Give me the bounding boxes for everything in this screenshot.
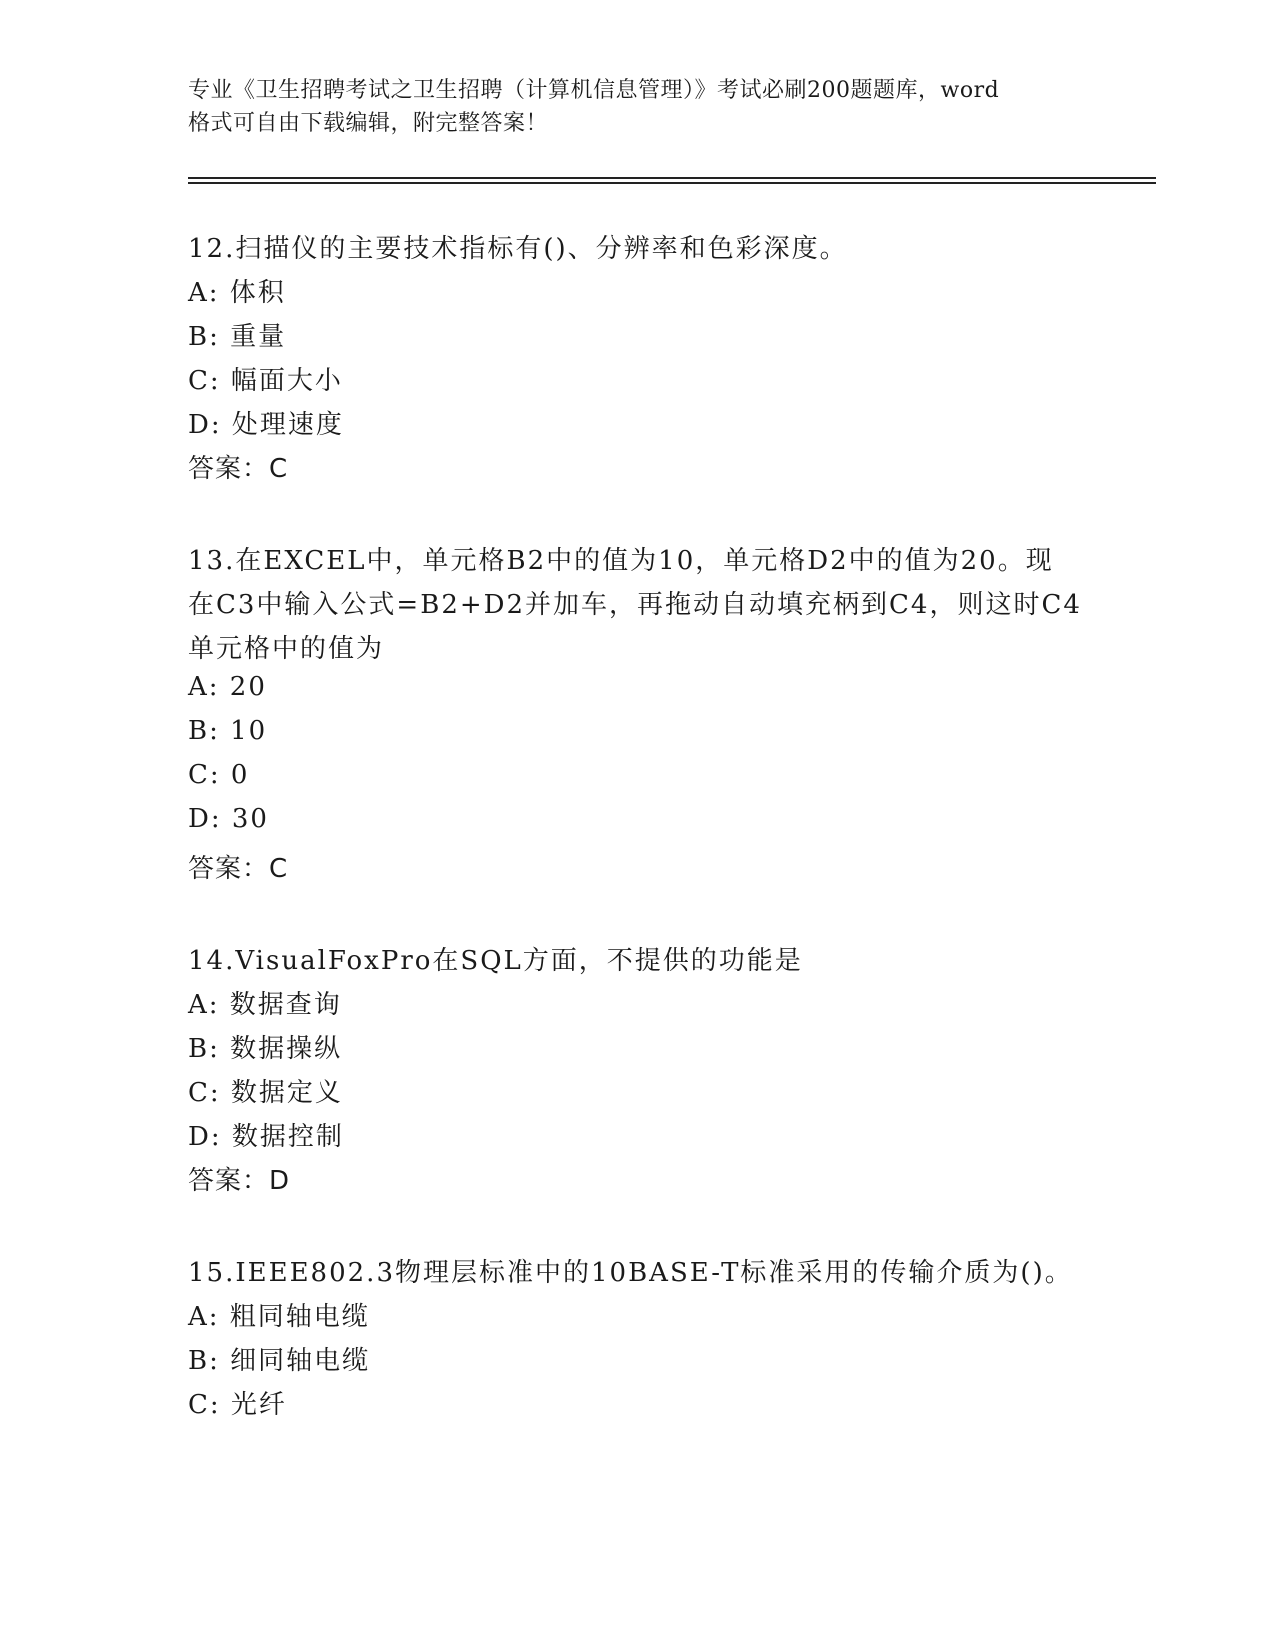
header-line-1: 专业《卫生招聘考试之卫生招聘（计算机信息管理）》考试必刷200题题库，word xyxy=(188,78,1000,103)
header-line-2: 格式可自由下载编辑，附完整答案！ xyxy=(188,111,549,136)
question-13-option-a: A: 20 xyxy=(188,672,267,702)
question-14-stem: 14.VisualFoxPro在SQL方面，不提供的功能是 xyxy=(188,946,803,976)
question-12-option-a: A: 体积 xyxy=(188,278,286,308)
question-14-option-a: A: 数据查询 xyxy=(188,990,342,1020)
question-12-option-d: D: 处理速度 xyxy=(188,410,344,440)
question-14-option-d: D: 数据控制 xyxy=(188,1122,344,1152)
question-13-option-c: C: 0 xyxy=(188,760,250,790)
question-14-option-b: B: 数据操纵 xyxy=(188,1034,343,1064)
question-15-option-b: B: 细同轴电缆 xyxy=(188,1346,371,1376)
header-divider-bottom xyxy=(188,182,1156,184)
question-15-option-c: C: 光纤 xyxy=(188,1390,287,1420)
question-13-answer: 答案：C xyxy=(188,854,289,884)
document-header xyxy=(188,74,1088,140)
question-12-answer: 答案：C xyxy=(188,454,289,484)
question-13-option-b: B: 10 xyxy=(188,716,268,746)
question-13-option-d: D: 30 xyxy=(188,804,269,834)
question-13-stem-line-2: 在C3中输入公式=B2+D2并加车，再拖动自动填充柄到C4，则这时C4 xyxy=(188,590,1082,620)
question-13-stem-line-1: 13.在EXCEL中，单元格B2中的值为10，单元格D2中的值为20。现 xyxy=(188,546,1054,576)
question-12-stem: 12.扫描仪的主要技术指标有()、分辨率和色彩深度。 xyxy=(188,234,848,264)
question-14-answer: 答案：D xyxy=(188,1166,291,1196)
question-12-option-b: B: 重量 xyxy=(188,322,287,352)
question-15-option-a: A: 粗同轴电缆 xyxy=(188,1302,370,1332)
question-15-stem: 15.IEEE802.3物理层标准中的10BASE-T标准采用的传输介质为()。 xyxy=(188,1258,1073,1288)
question-13-stem-line-3: 单元格中的值为 xyxy=(188,634,385,664)
header-divider-top xyxy=(188,177,1156,179)
question-14-option-c: C: 数据定义 xyxy=(188,1078,343,1108)
question-12-option-c: C: 幅面大小 xyxy=(188,366,343,396)
